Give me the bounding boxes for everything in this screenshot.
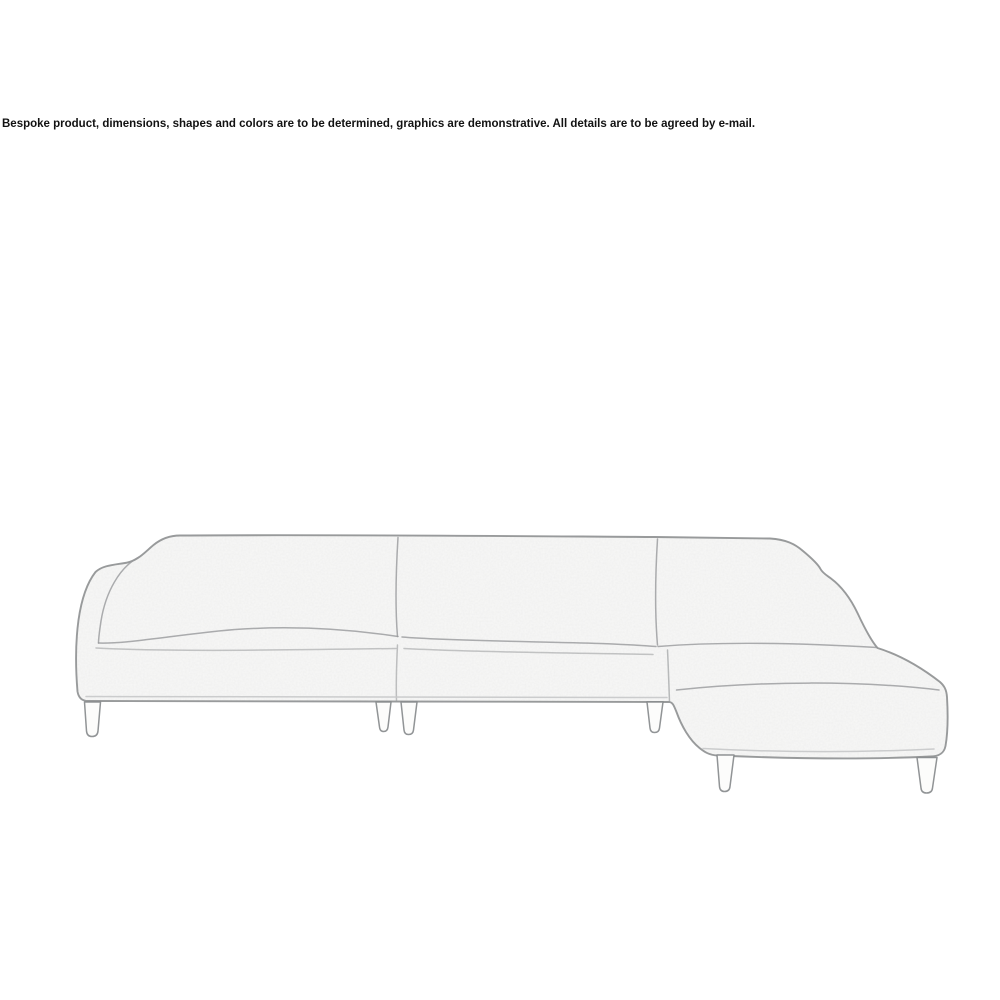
chaise-leg-front-right — [917, 758, 937, 794]
sofa-leg-mid-left-b — [401, 702, 417, 735]
sofa-body — [76, 535, 948, 758]
chaise-leg-front-left — [717, 755, 734, 792]
sofa-leg-mid-right — [647, 702, 663, 733]
base-bottom-piping-line — [86, 697, 667, 698]
sofa-leg-mid-left-a — [376, 702, 391, 732]
sofa-leg-left — [85, 702, 101, 737]
bespoke-disclaimer-text: Bespoke product, dimensions, shapes and colors are to be determined, graphics are demonstrative. All details are to be agreed by e-mail. — [2, 118, 756, 130]
sofa-body-fill — [76, 535, 948, 758]
